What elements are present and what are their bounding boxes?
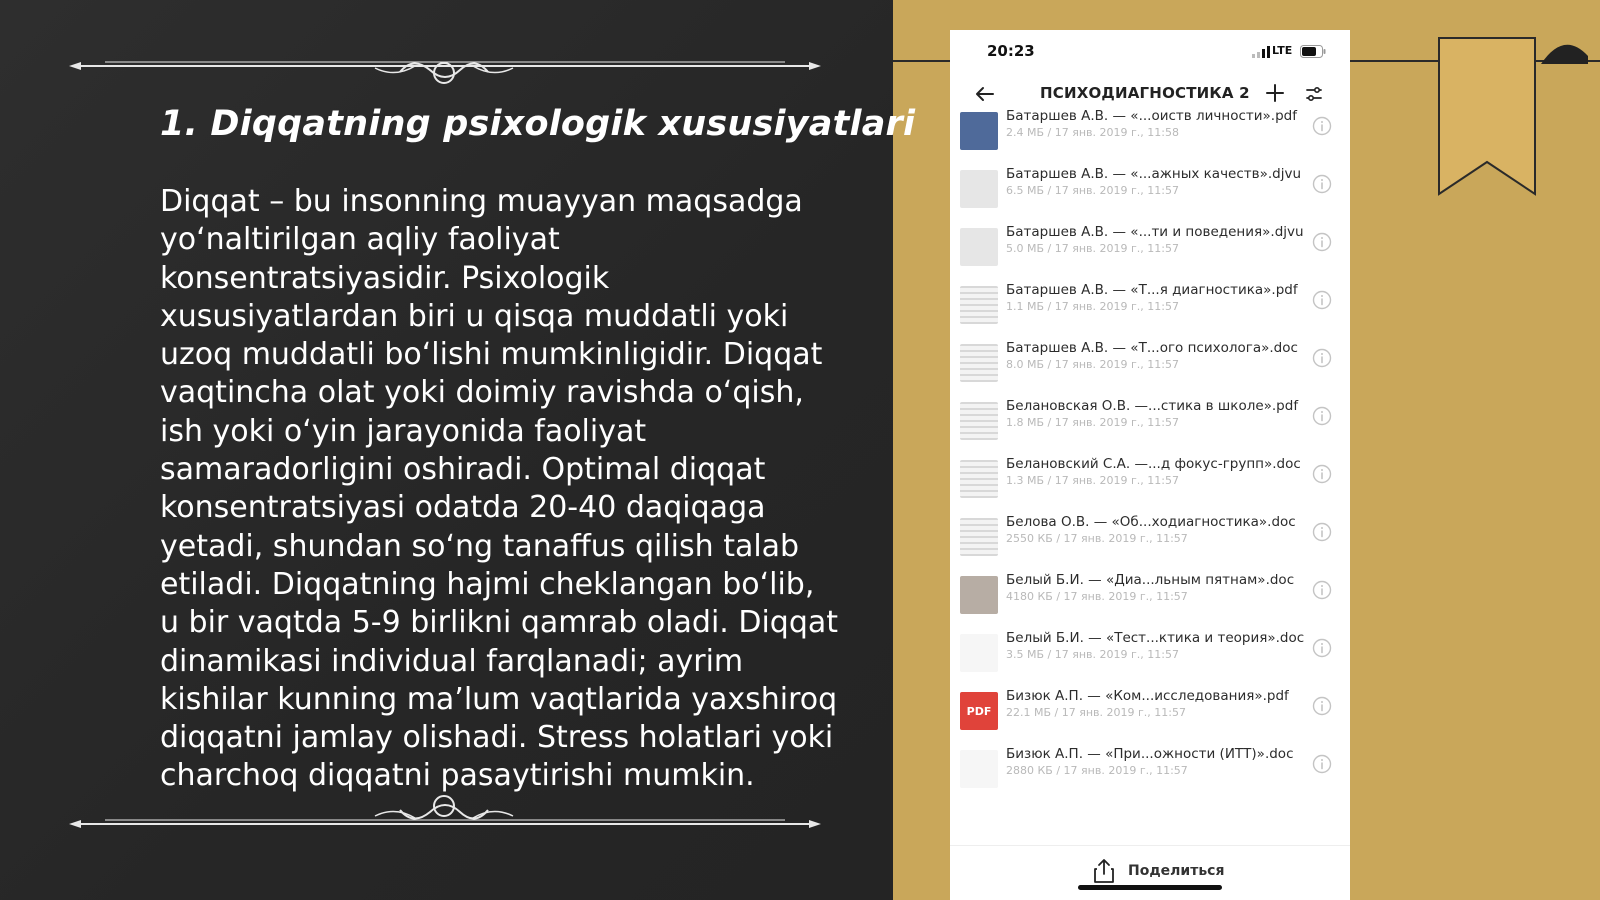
status-bar	[950, 30, 1350, 74]
file-thumbnail-icon	[960, 170, 998, 208]
file-thumbnail-icon	[960, 344, 998, 382]
file-name: Батаршев А.В. — «Т...я диагностика».pdf	[1006, 282, 1298, 298]
file-name: Белова О.В. — «Об...ходиагностика».doc	[1006, 514, 1296, 530]
info-icon[interactable]	[1312, 696, 1332, 716]
battery-icon	[1300, 45, 1326, 58]
slide-body-text: Diqqat – bu insonning muayyan maqsadga yo‘naltirilgan aqliy faoliyat konsentratsiyasidir. Psixologik xususiyatlardan biri u qisqa muddatli yoki uzoq muddatli bo‘lishi mumkinligidir. Diqqat vaqtincha olat yoki doimiy ravishda o‘qish, ish yoki o‘yin jarayonida faoliyat samaradorligini oshiradi. Optimal diqqat konsentratsiyasi odatda 20-40 daqiqaga yetadi, shundan so‘ng tanaffus qilish talab etiladi. Diqqatning hajmi cheklangan bo‘lib, u bir vaqtda 5-9 birlikni qamrab oladi. Diqqat dinamikasi individual farqlanadi; ayrim kishilar kunning ma’lum vaqtlarida yaxshiroq diqqatni jamlay olishadi. Stress holatlari yoki charchoq diqqatni pasaytirishi mumkin.	[160, 184, 839, 794]
file-name: Белановская О.В. —...стика в школе».pdf	[1006, 398, 1299, 414]
file-row[interactable]	[950, 628, 1350, 686]
info-icon[interactable]	[1312, 580, 1332, 600]
file-name: Батаршев А.В. — «...ажных качеств».djvu	[1006, 166, 1302, 182]
file-meta: 1.8 МБ / 17 янв. 2019 г., 11:57	[1006, 416, 1179, 429]
info-icon[interactable]	[1312, 464, 1332, 484]
info-icon[interactable]	[1312, 348, 1332, 368]
file-row[interactable]	[950, 164, 1350, 222]
file-name: Батаршев А.В. — «...ти и поведения».djvu	[1006, 224, 1304, 240]
status-time: 20:23	[987, 42, 1035, 60]
file-row[interactable]	[950, 222, 1350, 280]
file-meta: 2.4 МБ / 17 янв. 2019 г., 11:58	[1006, 126, 1179, 139]
file-thumbnail-icon	[960, 228, 998, 266]
signal-icon	[1252, 46, 1270, 58]
network-label: LTE	[1272, 44, 1293, 57]
top-ornament	[65, 44, 825, 88]
file-meta: 5.0 МБ / 17 янв. 2019 г., 11:57	[1006, 242, 1179, 255]
file-name: Бизюк А.П. — «При...ожности (ИТТ)».doc	[1006, 746, 1294, 762]
file-meta: 2880 КБ / 17 янв. 2019 г., 11:57	[1006, 764, 1188, 777]
file-name: Бизюк А.П. — «Ком...исследования».pdf	[1006, 688, 1289, 704]
file-row[interactable]	[950, 570, 1350, 628]
file-row[interactable]	[950, 396, 1350, 454]
phone-screenshot	[950, 30, 1350, 900]
plus-icon[interactable]	[1264, 82, 1286, 104]
file-meta: 1.3 МБ / 17 янв. 2019 г., 11:57	[1006, 474, 1179, 487]
file-meta: 2550 КБ / 17 янв. 2019 г., 11:57	[1006, 532, 1188, 545]
file-name: Белановский С.А. —...д фокус-групп».doc	[1006, 456, 1301, 472]
file-meta: 22.1 МБ / 17 янв. 2019 г., 11:57	[1006, 706, 1186, 719]
file-meta: 6.5 МБ / 17 янв. 2019 г., 11:57	[1006, 184, 1179, 197]
nav-bar	[950, 74, 1350, 114]
file-row[interactable]	[950, 744, 1350, 802]
slide-title: 1. Diqqatning psixologik xususiyatlari	[160, 104, 916, 144]
corner-decoration	[1536, 36, 1596, 86]
file-thumbnail-icon	[960, 402, 998, 440]
file-thumbnail-icon	[960, 634, 998, 672]
info-icon[interactable]	[1312, 638, 1332, 658]
file-list	[950, 110, 1350, 845]
file-name: Батаршев А.В. — «Т...ого психолога».doc	[1006, 340, 1298, 356]
file-name: Белый Б.И. — «Тест...ктика и теория».doc	[1006, 630, 1305, 646]
file-thumbnail-icon	[960, 112, 998, 150]
filter-icon[interactable]	[1304, 84, 1324, 104]
file-thumbnail-icon	[960, 576, 998, 614]
file-row[interactable]	[950, 686, 1350, 744]
back-arrow-icon[interactable]	[973, 83, 995, 105]
info-icon[interactable]	[1312, 232, 1332, 252]
info-icon[interactable]	[1312, 406, 1332, 426]
file-row[interactable]	[950, 110, 1350, 164]
file-thumbnail-icon	[960, 750, 998, 788]
file-row[interactable]	[950, 512, 1350, 570]
share-button[interactable]: Поделиться	[1128, 863, 1225, 879]
file-meta: 3.5 МБ / 17 янв. 2019 г., 11:57	[1006, 648, 1179, 661]
file-name: Белый Б.И. — «Диа...льным пятнам».doc	[1006, 572, 1295, 588]
folder-title: ПСИХОДИАГНОСТИКА 2	[1040, 84, 1250, 102]
file-thumbnail-icon	[960, 518, 998, 556]
file-meta: 1.1 МБ / 17 янв. 2019 г., 11:57	[1006, 300, 1179, 313]
home-indicator	[1078, 885, 1222, 890]
info-icon[interactable]	[1312, 754, 1332, 774]
info-icon[interactable]	[1312, 116, 1332, 136]
file-name: Батаршев А.В. — «...оиств личности».pdf	[1006, 110, 1297, 124]
info-icon[interactable]	[1312, 290, 1332, 310]
info-icon[interactable]	[1312, 174, 1332, 194]
pdf-file-icon: PDF	[960, 692, 998, 730]
file-meta: 8.0 МБ / 17 янв. 2019 г., 11:57	[1006, 358, 1179, 371]
share-bar	[950, 845, 1350, 900]
file-thumbnail-icon	[960, 286, 998, 324]
file-meta: 4180 КБ / 17 янв. 2019 г., 11:57	[1006, 590, 1188, 603]
file-row[interactable]	[950, 338, 1350, 396]
share-icon[interactable]	[1093, 858, 1115, 884]
info-icon[interactable]	[1312, 522, 1332, 542]
file-row[interactable]	[950, 280, 1350, 338]
bookmark-icon	[1437, 36, 1537, 196]
file-thumbnail-icon	[960, 460, 998, 498]
file-row[interactable]	[950, 454, 1350, 512]
